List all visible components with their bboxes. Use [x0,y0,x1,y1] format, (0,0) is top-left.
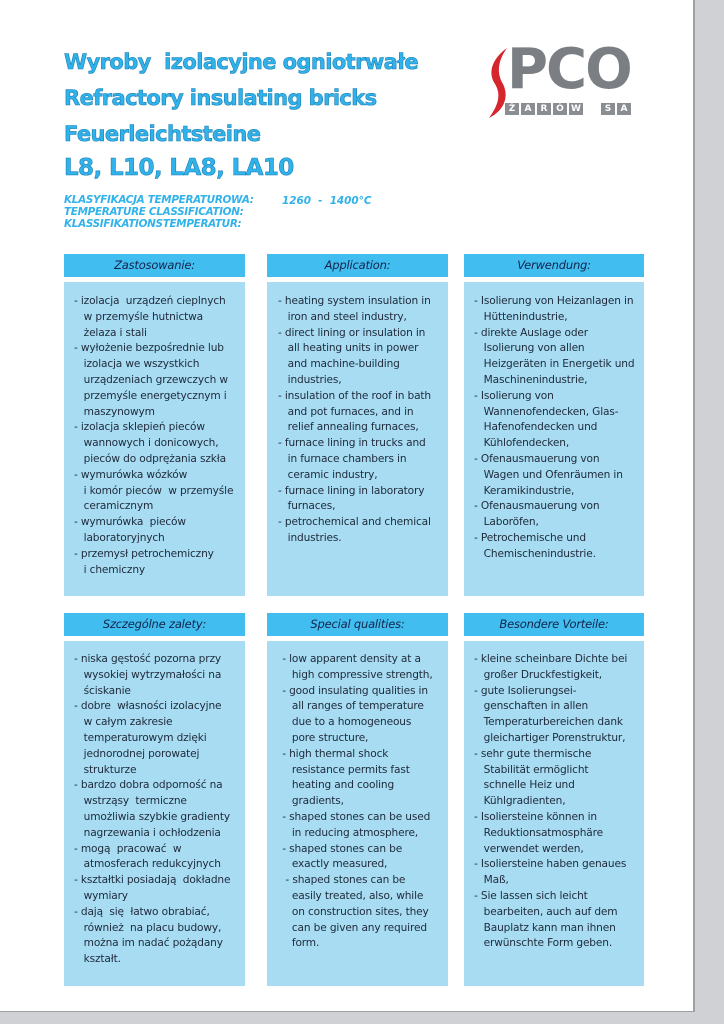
list-line: Hafenofendecken und [474,421,598,434]
logo-letter: W [569,103,583,115]
list-line: - Isoliersteine können in [474,810,597,823]
list-line: erwünschte Form geben. [474,937,613,950]
list-line: w przemyśle hutnictwa [74,310,204,323]
list-line: - wyłożenie bezpośrednie lub [74,342,224,355]
list-line: temperaturowym dzięki [74,731,207,744]
application-header-en: Application: [267,254,448,277]
list-line: exactly measured, [279,858,388,871]
page-shadow-right [693,0,724,1024]
list-line: - dają się łatwo obrabiać, [74,905,210,918]
list-line: ceramicznym [74,500,154,513]
list-line: - shaped stones can be [279,874,406,887]
logo-letter: A [521,103,535,115]
list-line: heating and cooling [279,779,395,792]
title-english: Refractory insulating bricks [64,86,377,110]
list-line: Maß, [474,874,509,887]
list-line: easily treated, also, while [279,889,424,902]
classification-value: 1260 - 1400°C [282,195,372,207]
list-line: - insulation of the roof in bath [278,389,431,402]
list-line: verwendet werden, [474,842,584,855]
list-line: and machine-building [278,358,400,371]
list-line: przemyśle energetycznym i [74,389,227,402]
list-line: - bardzo dobra odporność na [74,779,223,792]
list-line: in reducing atmosphere, [279,826,419,839]
list-line: i chemiczny [74,563,146,576]
list-line: Isolierung von allen [474,342,585,355]
list-line: - izolacja sklepień pieców [74,421,205,434]
title-german: Feuerleichtsteine [64,122,261,146]
list-line: laboratoryjnych [74,531,165,544]
application-header-de: Verwendung: [464,254,644,277]
title-polish: Wyroby izolacyjne ogniotrwałe [64,50,419,74]
list-line: - Isoliersteine haben genaues [474,858,627,871]
list-line: - kleine scheinbare Dichte bei [474,653,628,665]
list-line: - good insulating qualities in [279,684,428,697]
application-list-en [278,294,431,547]
list-line: Kühlgradienten, [474,795,566,808]
list-line: form. [279,937,320,950]
list-line: Temperaturbereichen dank [474,716,623,729]
qualities-header-en: Special qualities: [267,613,448,636]
logo-letter: Ż [505,103,519,115]
list-line: Laboröfen, [474,516,539,529]
list-line: - mogą pracować w [74,842,182,855]
list-line: - wymurówka pieców [74,516,186,529]
list-line: Bauplatz kann man ihnen [474,921,616,934]
page-shadow-bottom [0,1011,695,1024]
list-line: - heating system insulation in [278,295,431,307]
list-line: jednorodnej porowatej [74,747,200,760]
list-line: gradients, [279,795,344,808]
list-line: Chemischenindustrie. [474,547,596,560]
list-line: iron and steel industry, [278,310,407,323]
list-line: Reduktionsatmosphäre [474,826,603,839]
list-line: - Petrochemische und [474,531,586,544]
list-line: - Sie lassen sich leicht [474,889,588,902]
list-line: genschaften in allen [474,700,589,713]
list-line: - izolacja urządzeń cieplnych [74,295,226,307]
logo-letter: R [537,103,551,115]
list-line: izolacja we wszystkich [74,358,200,371]
qualities-header-de: Besondere Vorteile: [464,613,644,636]
list-line: maszynowym [74,405,155,418]
logo-letter: Ó [553,103,567,115]
qualities-list-de [474,652,627,952]
list-line: atmosferach redukcyjnych [74,858,221,871]
list-line: strukturze [74,763,137,776]
classification-label-en: TEMPERATURE CLASSIFICATION: [64,206,244,218]
list-line: Hüttenindustrie, [474,310,568,323]
list-line: bearbeiten, auch auf dem [474,905,618,918]
list-line: - direkte Auslage oder [474,326,588,339]
title-grades: L8, L10, LA8, LA10 [64,155,294,181]
list-line: wymiary [74,889,128,902]
list-line: - przemysł petrochemiczny [74,547,214,560]
list-line: high compressive strength, [279,668,433,681]
list-line: - niska gęstość pozorna przy [74,653,221,665]
list-line: - furnace lining in laboratory [278,484,425,497]
list-line: - dobre własności izolacyjne [74,700,222,713]
list-line: Stabilität ermöglicht [474,763,589,776]
list-line: - Isolierung von Heizanlagen in [474,295,634,307]
list-line: furnaces, [278,500,336,513]
qualities-list-pl [74,652,230,968]
application-list-de [474,294,634,563]
list-line: ściskanie [74,684,131,697]
logo-name: PCO [507,37,631,102]
list-line: - Isolierung von [474,389,554,402]
list-line: wstrząsy termiczne [74,795,187,808]
list-line: żelaza i stali [74,326,147,339]
list-line: - Ofenausmauerung von [474,500,600,513]
list-line: Heizgeräten in Energetik und [474,358,635,371]
list-line: i komór pieców w przemyśle [74,484,234,497]
list-line: - kształtki posiadają dokładne [74,874,231,887]
list-line: również na placu budowy, [74,921,222,934]
application-list-pl [74,294,233,578]
list-line: umożliwia szybkie gradienty [74,810,230,823]
list-line: relief annealing furnaces, [278,421,419,434]
list-line: ceramic industry, [278,468,378,481]
list-line: can be given any required [279,921,427,934]
list-line: w całym zakresie [74,716,173,729]
list-line: - gute Isolierungsei- [474,684,577,697]
logo-letter-gap [585,103,599,115]
list-line: Maschinenindustrie, [474,373,588,386]
list-line: großer Druckfestigkeit, [474,668,602,681]
page-border-bottom [0,1011,695,1012]
logo-subtitle [505,103,631,115]
list-line: resistance permits fast [279,763,410,776]
page-border-right [693,0,695,1011]
list-line: pore structure, [279,731,369,744]
list-line: due to a homogeneous [279,716,412,729]
list-line: industries. [278,531,342,544]
list-line: and pot furnaces, and in [278,405,414,418]
classification-label-de: KLASSIFIKATIONSTEMPERATUR: [64,218,242,230]
list-line: nagrzewania i ochłodzenia [74,826,221,839]
classification-label-pl: KLASYFIKACJA TEMPERATUROWA: [64,194,254,206]
list-line: - direct lining or insulation in [278,326,426,339]
list-line: - furnace lining in trucks and [278,437,426,450]
list-line: - petrochemical and chemical [278,516,431,529]
list-line: on construction sites, they [279,905,429,918]
qualities-list-en [279,652,433,952]
list-line: industries, [278,373,342,386]
list-line: - shaped stones can be [279,842,403,855]
list-line: Kühlofendecken, [474,437,570,450]
application-header-pl: Zastosowanie: [64,254,245,277]
list-line: gleichartiger Porenstruktur, [474,731,626,744]
list-line: - low apparent density at a [279,653,421,665]
pco-logo [483,37,659,120]
list-line: wannowych i donicowych, [74,437,219,450]
qualities-header-pl: Szczególne zalety: [64,613,245,636]
logo-letter: S [601,103,615,115]
list-line: in furnace chambers in [278,452,407,465]
list-line: schnelle Heiz und [474,779,575,792]
list-line: - wymurówka wózków [74,468,188,481]
list-line: Keramikindustrie, [474,484,575,497]
logo-letter: A [617,103,631,115]
list-line: - high thermal shock [279,747,389,760]
list-line: urządzeniach grzewczych w [74,373,228,386]
list-line: - shaped stones can be used [279,810,431,823]
list-line: all ranges of temperature [279,700,424,713]
list-line: pieców do odprężania szkła [74,452,226,465]
list-line: wysokiej wytrzymałości na [74,668,222,681]
list-line: Wannenofendecken, Glas- [474,405,619,418]
list-line: - sehr gute thermische [474,747,592,760]
list-line: all heating units in power [278,342,419,355]
list-line: kształt. [74,953,121,966]
list-line: Wagen und Ofenräumen in [474,468,623,481]
list-line: - Ofenausmauerung von [474,452,600,465]
list-line: można im nadać pożądany [74,937,223,950]
